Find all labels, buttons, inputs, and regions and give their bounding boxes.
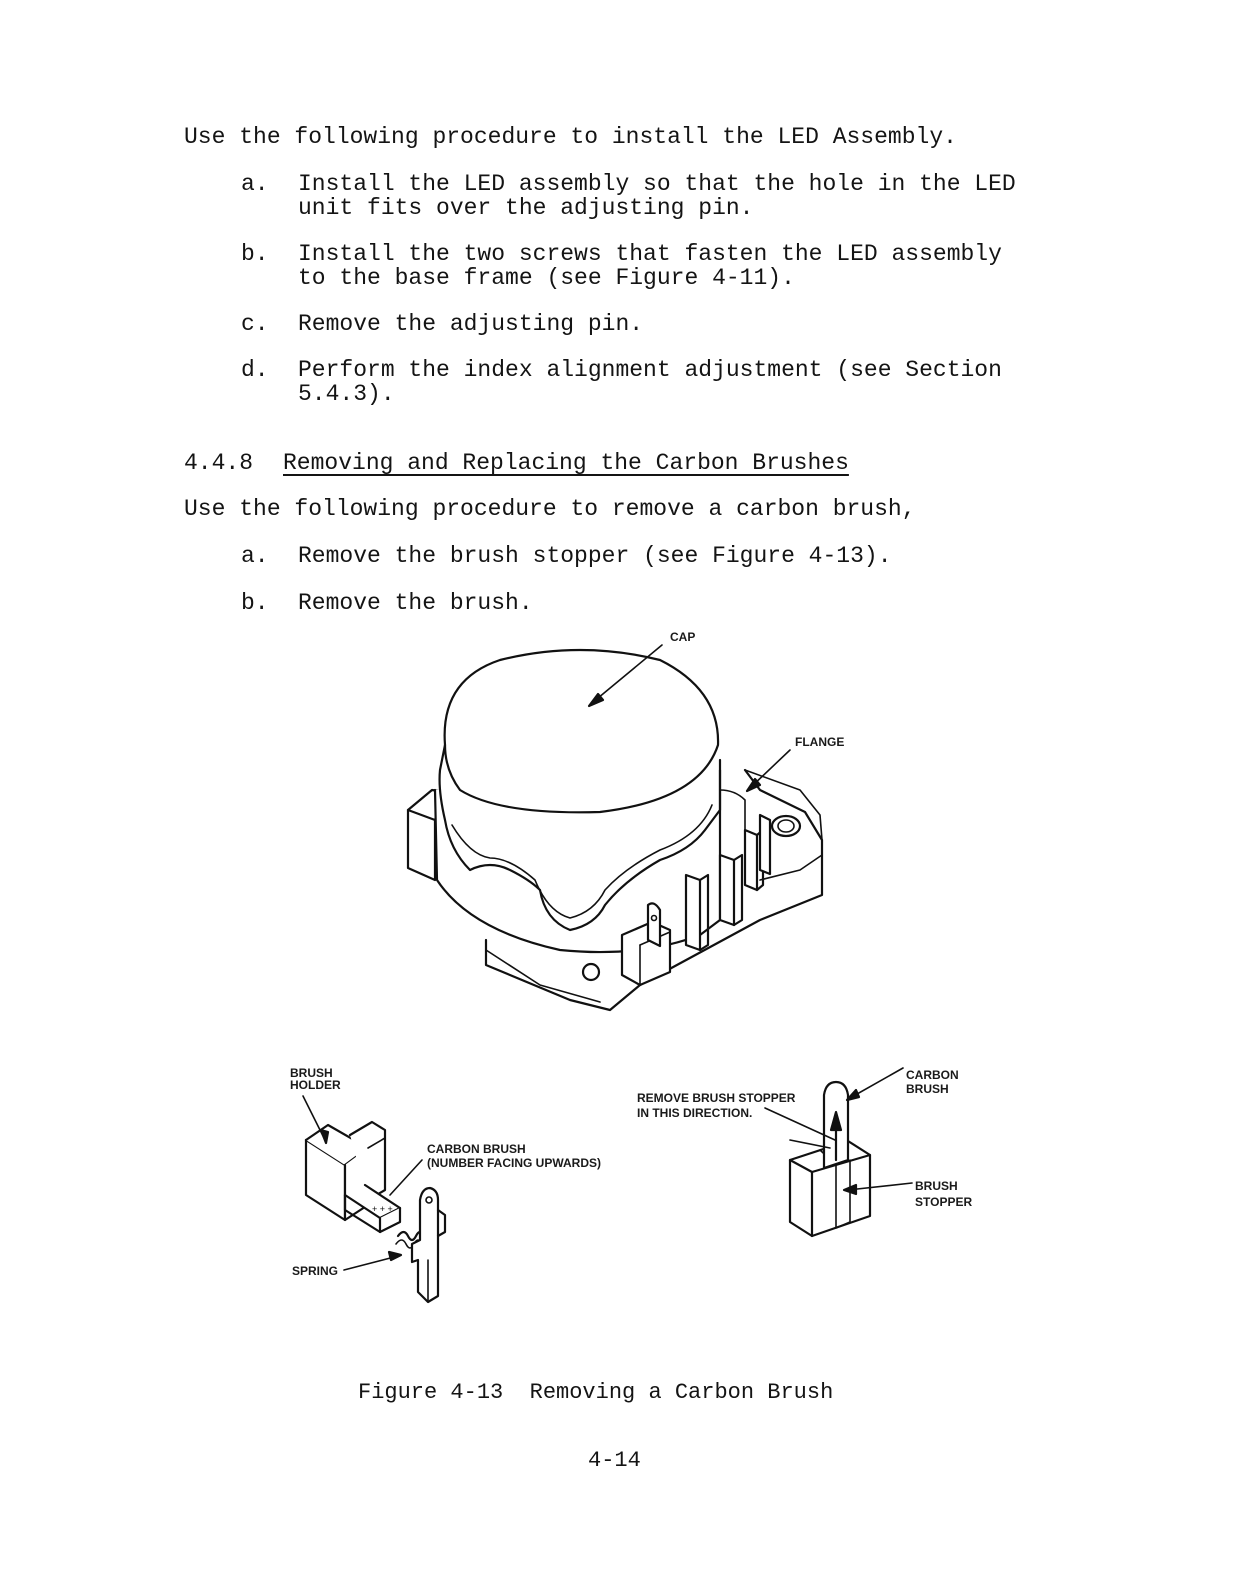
section-step-a-text: Remove the brush stopper (see Figure 4-13). — [298, 543, 892, 569]
install-step-d-line1: Perform the index alignment adjustment (see Section — [298, 357, 1002, 383]
page-number: 4-14 — [588, 1448, 641, 1473]
flange-label: FLANGE — [795, 735, 845, 749]
install-intro: Use the following procedure to install the LED Assembly. — [184, 124, 957, 150]
section-title: Removing and Replacing the Carbon Brushes — [283, 450, 849, 476]
figure-caption: Figure 4-13 Removing a Carbon Brush — [358, 1380, 834, 1405]
install-step-d-letter: d. — [241, 357, 269, 383]
install-step-b-line1: Install the two screws that fasten the LED assembly — [298, 241, 1002, 267]
brush-stopper-label-1: BRUSH — [915, 1179, 958, 1193]
carbon-brush-number-label-1: CARBON BRUSH — [427, 1142, 526, 1156]
install-step-a-line2: unit fits over the adjusting pin. — [298, 195, 754, 221]
install-step-a-line1: Install the LED assembly so that the hole in the LED — [298, 171, 1016, 197]
section-step-b-letter: b. — [241, 590, 269, 616]
remove-direction-label-2: IN THIS DIRECTION. — [637, 1106, 753, 1120]
section-intro: Use the following procedure to remove a carbon brush, — [184, 496, 916, 522]
install-step-a-letter: a. — [241, 171, 269, 197]
brush-holder-label-2: HOLDER — [290, 1078, 341, 1092]
section-step-b-text: Remove the brush. — [298, 590, 533, 616]
install-step-b-letter: b. — [241, 241, 269, 267]
remove-direction-label-1: REMOVE BRUSH STOPPER — [637, 1091, 796, 1105]
cap-label: CAP — [670, 630, 696, 644]
brush-stopper-label-2: STOPPER — [915, 1195, 973, 1209]
section-step-a-letter: a. — [241, 543, 269, 569]
brush-holder-label-1: BRUSH — [290, 1066, 333, 1080]
install-step-c-line1: Remove the adjusting pin. — [298, 311, 644, 337]
install-step-d-line2: 5.4.3). — [298, 381, 395, 407]
carbon-brush-label-1: CARBON — [906, 1068, 959, 1082]
carbon-brush-number-label-2: (NUMBER FACING UPWARDS) — [427, 1156, 601, 1170]
install-step-c-letter: c. — [241, 311, 269, 337]
spring-label: SPRING — [292, 1264, 339, 1278]
svg-text:+ + +: + + + — [372, 1204, 393, 1214]
section-number: 4.4.8 — [184, 450, 254, 476]
carbon-brush-label-2: BRUSH — [906, 1082, 949, 1096]
install-step-b-line2: to the base frame (see Figure 4-11). — [298, 265, 795, 291]
